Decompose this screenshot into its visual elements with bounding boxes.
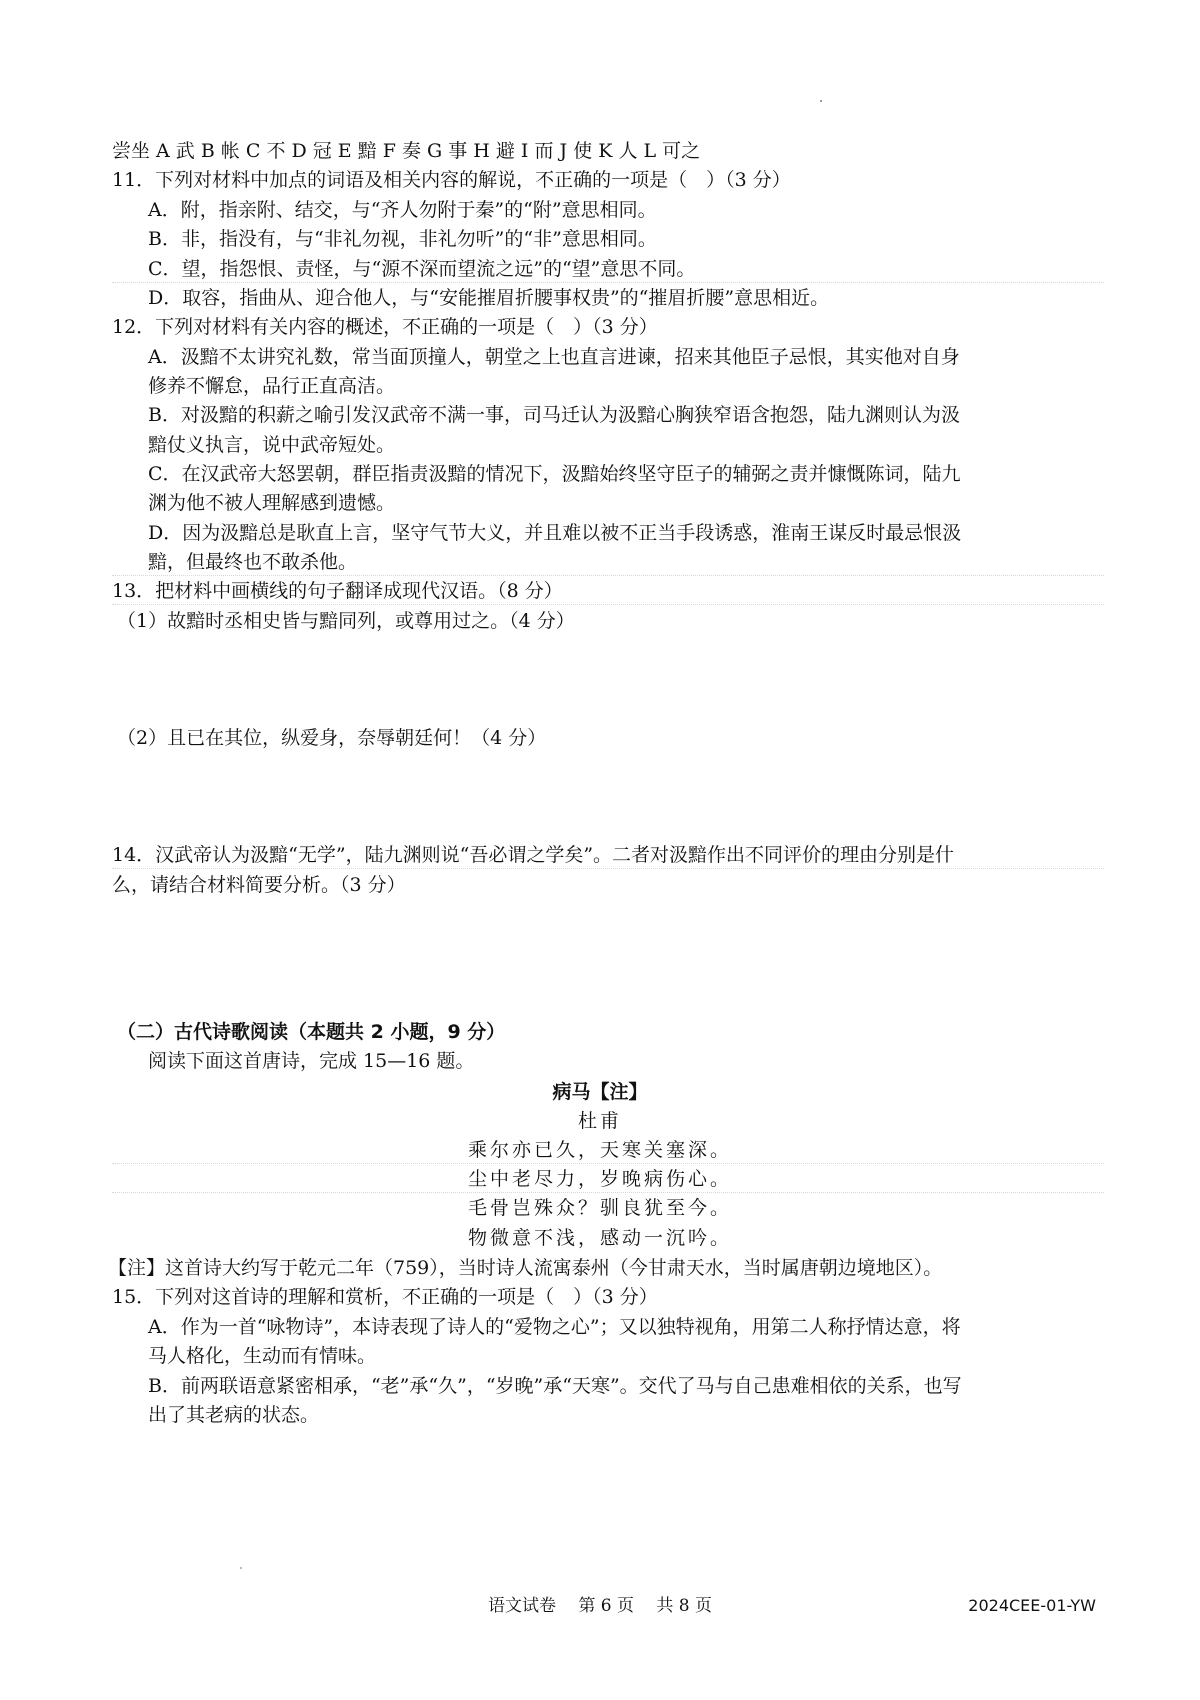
poem-title: 病马【注】 (552, 1081, 648, 1103)
q11-option-a: A．附，指亲附、结交，与“齐人勿附于秦”的“附”意思相同。 (148, 199, 657, 221)
q12-option-d-line1: D．因为汲黯总是耿直上言，坚守气节大义，并且难以被不正当手段诱惑，淮南王谋反时最忌恨汲 (148, 522, 962, 544)
section-heading: （二）古代诗歌阅读（本题共 2 小题，9 分） (117, 1021, 506, 1043)
q11-stem: 11．下列对材料中加点的词语及相关内容的解说，不正确的一项是（ ）（3 分） (112, 169, 791, 191)
footer-page-info: 语文试卷 第 6 页 共 8 页 (487, 1596, 713, 1616)
poem-line-3: 毛骨岂殊众？驯良犹至今。 (467, 1197, 732, 1219)
scan-speck (820, 100, 822, 102)
q11-option-c: C．望，指怨恨、责怪，与“源不深而望流之远”的“望”意思不同。 (148, 258, 696, 280)
poem-line-2: 尘中老尽力，岁晚病伤心。 (467, 1168, 732, 1190)
q12-stem: 12．下列对材料有关内容的概述，不正确的一项是（ ）（3 分） (112, 316, 658, 338)
section-intro: 阅读下面这首唐诗，完成 15—16 题。 (148, 1050, 475, 1072)
q15-option-b-line2: 出了其老病的状态。 (148, 1404, 320, 1426)
q12-option-c-line1: C．在汉武帝大怒罢朝，群臣指责汲黯的情况下，汲黯始终坚守臣子的辅弼之责并慷慨陈词，陆九 (148, 463, 961, 485)
q15-stem: 15．下列对这首诗的理解和赏析，不正确的一项是（ ）（3 分） (112, 1286, 658, 1308)
q14-line2: 么，请结合材料简要分析。（3 分） (112, 874, 406, 896)
q14-line1: 14．汉武帝认为汲黯“无学”，陆九渊则说“吾必谓之学矣”。二者对汲黯作出不同评价的理由分别是什 (112, 844, 955, 866)
q13-sentence-1: （1）故黯时丞相史皆与黯同列，或尊用过之。（4 分） (117, 610, 575, 632)
q12-option-a-line1: A．汲黯不太讲究礼数，常当面顶撞人，朝堂之上也直言进谏，招来其他臣子忌恨，其实他对自身 (148, 346, 960, 368)
scan-speck (240, 1567, 242, 1569)
q15-option-a-line1: A．作为一首“咏物诗”，本诗表现了诗人的“爱物之心”；又以独特视角，用第二人称抒情达意，将 (148, 1316, 961, 1338)
poem-line-4: 物微意不浅，感动一沉吟。 (467, 1227, 732, 1249)
q12-option-c-line2: 渊为他不被人理解感到遗憾。 (148, 492, 396, 514)
q12-option-b-line2: 黯仗义执言，说中武帝短处。 (148, 434, 396, 456)
q15-option-a-line2: 马人格化，生动而有情味。 (148, 1345, 377, 1367)
poem-line-1: 乘尔亦已久，天寒关塞深。 (467, 1139, 732, 1161)
q11-option-b: B．非，指没有，与“非礼勿视，非礼勿听”的“非”意思相同。 (148, 228, 657, 250)
scan-rule (112, 868, 1104, 869)
poem-note: 【注】这首诗大约写于乾元二年（759），当时诗人流寓泰州（今甘肃天水，当时属唐朝边境地区）。 (108, 1257, 943, 1279)
q13-stem: 13．把材料中画横线的句子翻译成现代汉语。（8 分） (112, 580, 563, 602)
q12-option-b-line1: B．对汲黯的积薪之喻引发汉武帝不满一事，司马迁认为汲黯心胸狭窄语含抱怨，陆九渊则认为汲 (148, 404, 960, 426)
q12-option-a-line2: 修养不懈怠，品行正直高洁。 (148, 375, 396, 397)
q15-option-b-line1: B．前两联语意紧密相承，“老”承“久”，“岁晚”承“天寒”。交代了马与自己患难相依的关系，也写 (148, 1375, 962, 1397)
q11-option-d: D．取容，指曲从、迎合他人，与“安能摧眉折腰事权贵”的“摧眉折腰”意思相近。 (148, 287, 830, 309)
poem-author: 杜甫 (577, 1110, 622, 1132)
q13-sentence-2: （2）且已在其位，纵爱身，奈辱朝廷何！（4 分） (117, 727, 547, 749)
q12-option-d-line2: 黯，但最终也不敢杀他。 (148, 551, 358, 573)
punctuation-line: 尝坐 A 武 B 帐 C 不 D 冠 E 黯 F 奏 G 事 H 避 I 而 J 使 K 人 L 可之 (112, 140, 701, 162)
scan-rule (112, 604, 1104, 605)
footer-exam-code: 2024CEE-01-YW (968, 1596, 1096, 1615)
